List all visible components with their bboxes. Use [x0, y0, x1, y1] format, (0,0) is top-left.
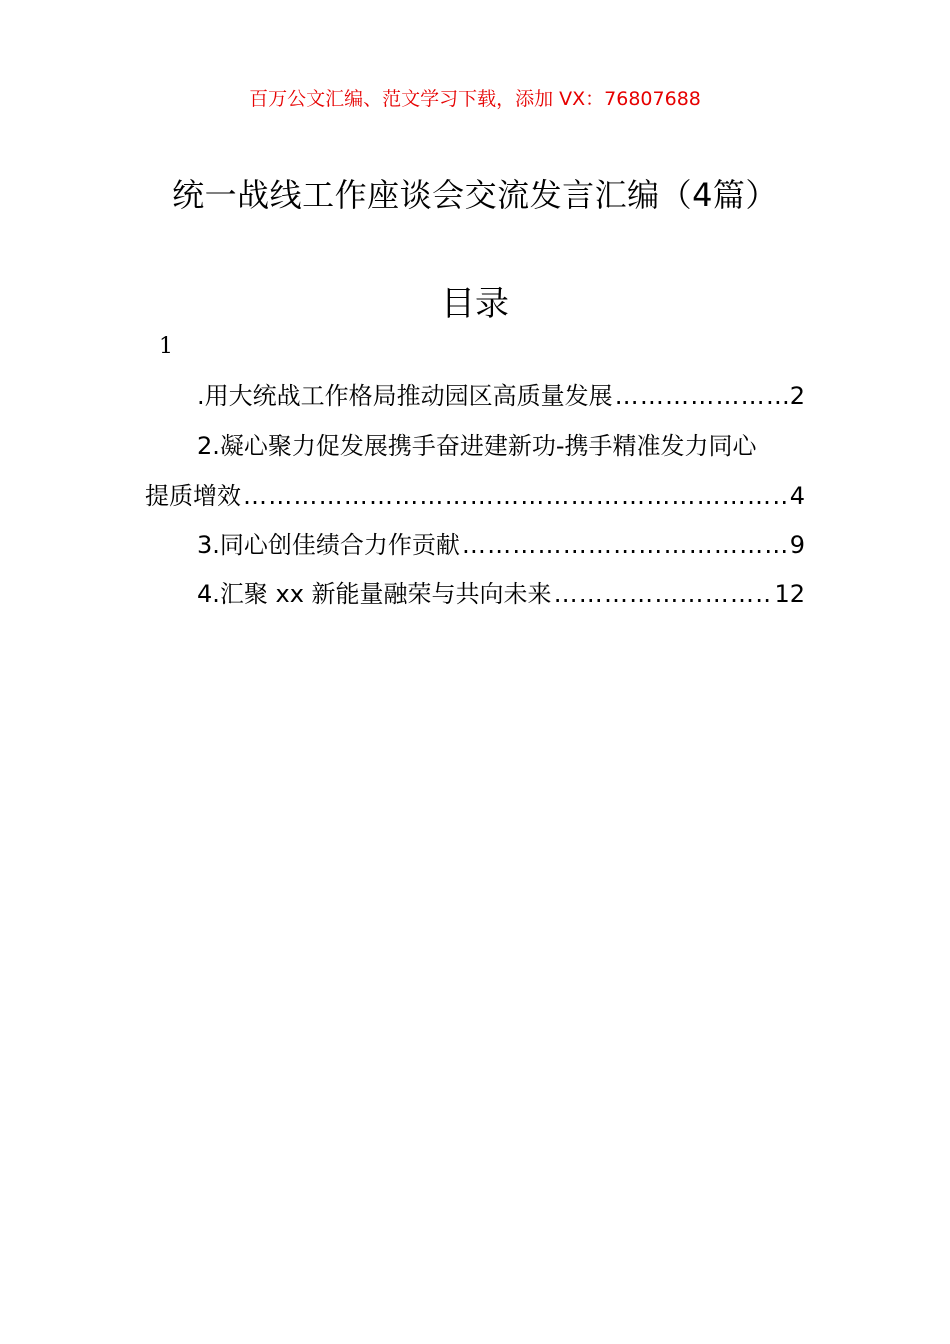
- toc-entry-text: 提质增效: [145, 482, 241, 510]
- toc-entry-2-line-2[interactable]: [145, 480, 805, 512]
- toc-entry-3[interactable]: [197, 529, 805, 561]
- toc-page-number: 2: [789, 382, 805, 410]
- toc-page-number: 9: [789, 531, 805, 559]
- toc-entry-text: 3.同心创佳绩合力作贡献: [197, 531, 460, 559]
- toc-entry-1[interactable]: [197, 380, 805, 412]
- toc-entry-text: 4.汇聚 xx 新能量融荣与共向未来: [197, 580, 552, 608]
- toc-dot-leader: [462, 529, 788, 561]
- toc-entry-text: .用大统战工作格局推动园区高质量发展: [197, 382, 613, 410]
- toc-dot-leader: [615, 380, 788, 412]
- stray-number: 1: [159, 334, 173, 359]
- toc-page-number: 12: [774, 580, 805, 608]
- header-note: 百万公文汇编、范文学习下载，添加 VX：76807688: [249, 88, 701, 110]
- toc-entry-4[interactable]: [197, 578, 805, 610]
- document-title: 统一战线工作座谈会交流发言汇编（4篇）: [172, 176, 778, 214]
- toc-dot-leader: [243, 480, 788, 512]
- toc-entry-text: 2.凝心聚力促发展携手奋进建新功-携手精准发力同心: [197, 432, 757, 460]
- toc-entry-2-line-1[interactable]: [197, 430, 805, 462]
- toc-page-number: 4: [789, 482, 805, 510]
- toc-dot-leader: [554, 578, 773, 610]
- toc-heading: 目录: [441, 284, 509, 324]
